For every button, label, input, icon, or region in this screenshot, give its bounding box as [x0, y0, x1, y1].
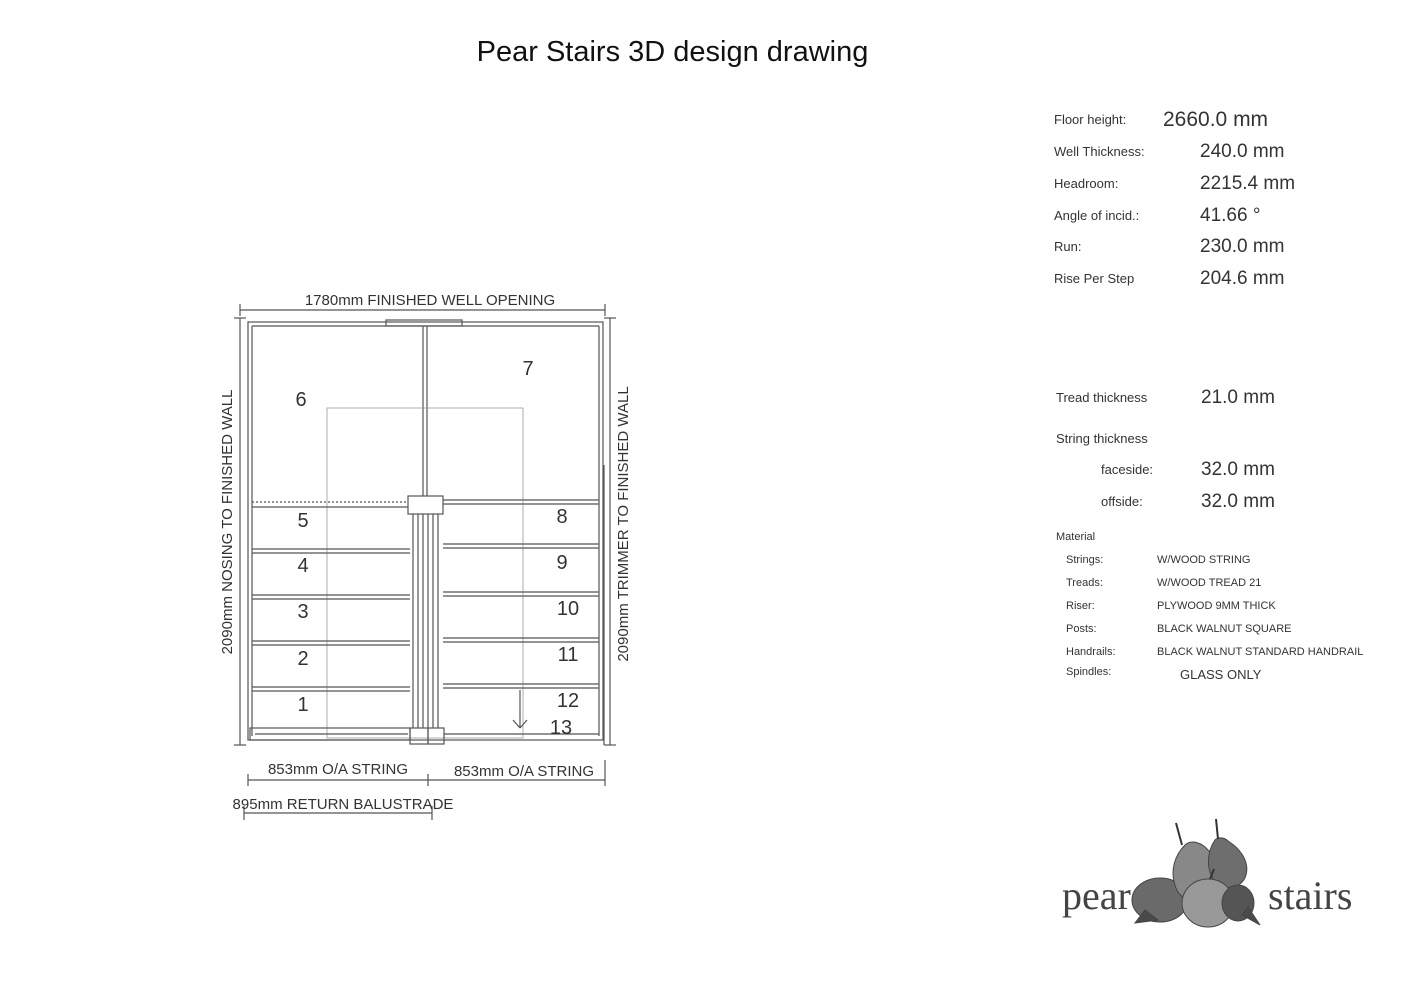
step-number: 7	[522, 358, 534, 380]
spec-label-well-thickness: Well Thickness:	[1054, 144, 1145, 159]
left-dimension-label: 2090mm NOSING TO FINISHED WALL	[219, 389, 236, 655]
material-value-posts: BLACK WALNUT SQUARE	[1157, 623, 1292, 635]
step-number: 13	[549, 717, 573, 739]
pear-icon	[1130, 815, 1270, 930]
logo-text-right: stairs	[1268, 873, 1353, 918]
tread-thickness-label: Tread thickness	[1056, 390, 1148, 405]
left-flight-treads	[252, 502, 410, 691]
step-number: 9	[556, 552, 568, 574]
material-label-spindles: Spindles:	[1066, 666, 1112, 678]
material-label-riser: Riser:	[1066, 600, 1095, 612]
bottom-left-dimension-label: 853mm O/A STRING	[267, 761, 409, 778]
spec-value-run: 230.0 mm	[1200, 236, 1285, 257]
spec-value-headroom: 2215.4 mm	[1200, 173, 1296, 194]
tread-thickness-value: 21.0 mm	[1201, 387, 1275, 408]
material-value-handrails: BLACK WALNUT STANDARD HANDRAIL	[1157, 646, 1364, 658]
step-number: 1	[297, 694, 309, 716]
step-number: 12	[556, 690, 580, 712]
newel-post-bottom	[410, 728, 428, 744]
spec-label-rise: Rise Per Step	[1054, 271, 1135, 286]
top-dimension-label: 1780mm FINISHED WELL OPENING	[304, 292, 556, 309]
faceside-value: 32.0 mm	[1201, 459, 1275, 480]
material-value-riser: PLYWOOD 9MM THICK	[1157, 600, 1276, 612]
offside-value: 32.0 mm	[1201, 491, 1275, 512]
step-number: 8	[556, 506, 568, 528]
spec-value-floor-height: 2660.0 mm	[1163, 108, 1269, 131]
step-number: 11	[557, 644, 579, 666]
bottom-right-dimension-label: 853mm O/A STRING	[453, 763, 595, 780]
newel-post-top	[408, 496, 443, 514]
return-dimension-label: 895mm RETURN BALUSTRADE	[232, 796, 454, 813]
spec-label-headroom: Headroom:	[1054, 176, 1119, 191]
material-label-strings: Strings:	[1066, 554, 1104, 566]
spec-value-well-thickness: 240.0 mm	[1200, 141, 1285, 162]
spec-label-floor-height: Floor height:	[1054, 112, 1127, 127]
string-thickness-label: String thickness	[1056, 431, 1148, 446]
direction-arrow	[513, 690, 527, 728]
step-number: 4	[297, 555, 309, 577]
material-heading: Material	[1056, 531, 1096, 543]
spec-label-angle: Angle of incid.:	[1054, 208, 1140, 223]
logo-text-left: pear	[1062, 873, 1131, 918]
step-number: 2	[297, 648, 309, 670]
spec-value-angle: 41.66 °	[1200, 205, 1261, 226]
material-value-strings: W/WOOD STRING	[1157, 554, 1251, 566]
step-number: 6	[295, 389, 307, 411]
faceside-label: faceside:	[1101, 462, 1154, 477]
material-label-treads: Treads:	[1066, 577, 1103, 589]
step-number: 10	[556, 598, 580, 620]
material-value-spindles: GLASS ONLY	[1180, 667, 1262, 682]
offside-label: offside:	[1101, 494, 1143, 509]
right-dimension-label: 2090mm TRIMMER TO FINISHED WALL	[615, 386, 632, 662]
material-label-posts: Posts:	[1066, 623, 1097, 635]
material-label-handrails: Handrails:	[1066, 646, 1116, 658]
top-post	[386, 320, 462, 326]
page-title: Pear Stairs 3D design drawing	[476, 36, 869, 68]
step-number: 3	[297, 601, 309, 623]
spec-label-run: Run:	[1054, 239, 1082, 254]
spec-value-rise: 204.6 mm	[1200, 268, 1285, 289]
material-value-treads: W/WOOD TREAD 21	[1157, 577, 1262, 589]
step-number: 5	[297, 510, 309, 532]
